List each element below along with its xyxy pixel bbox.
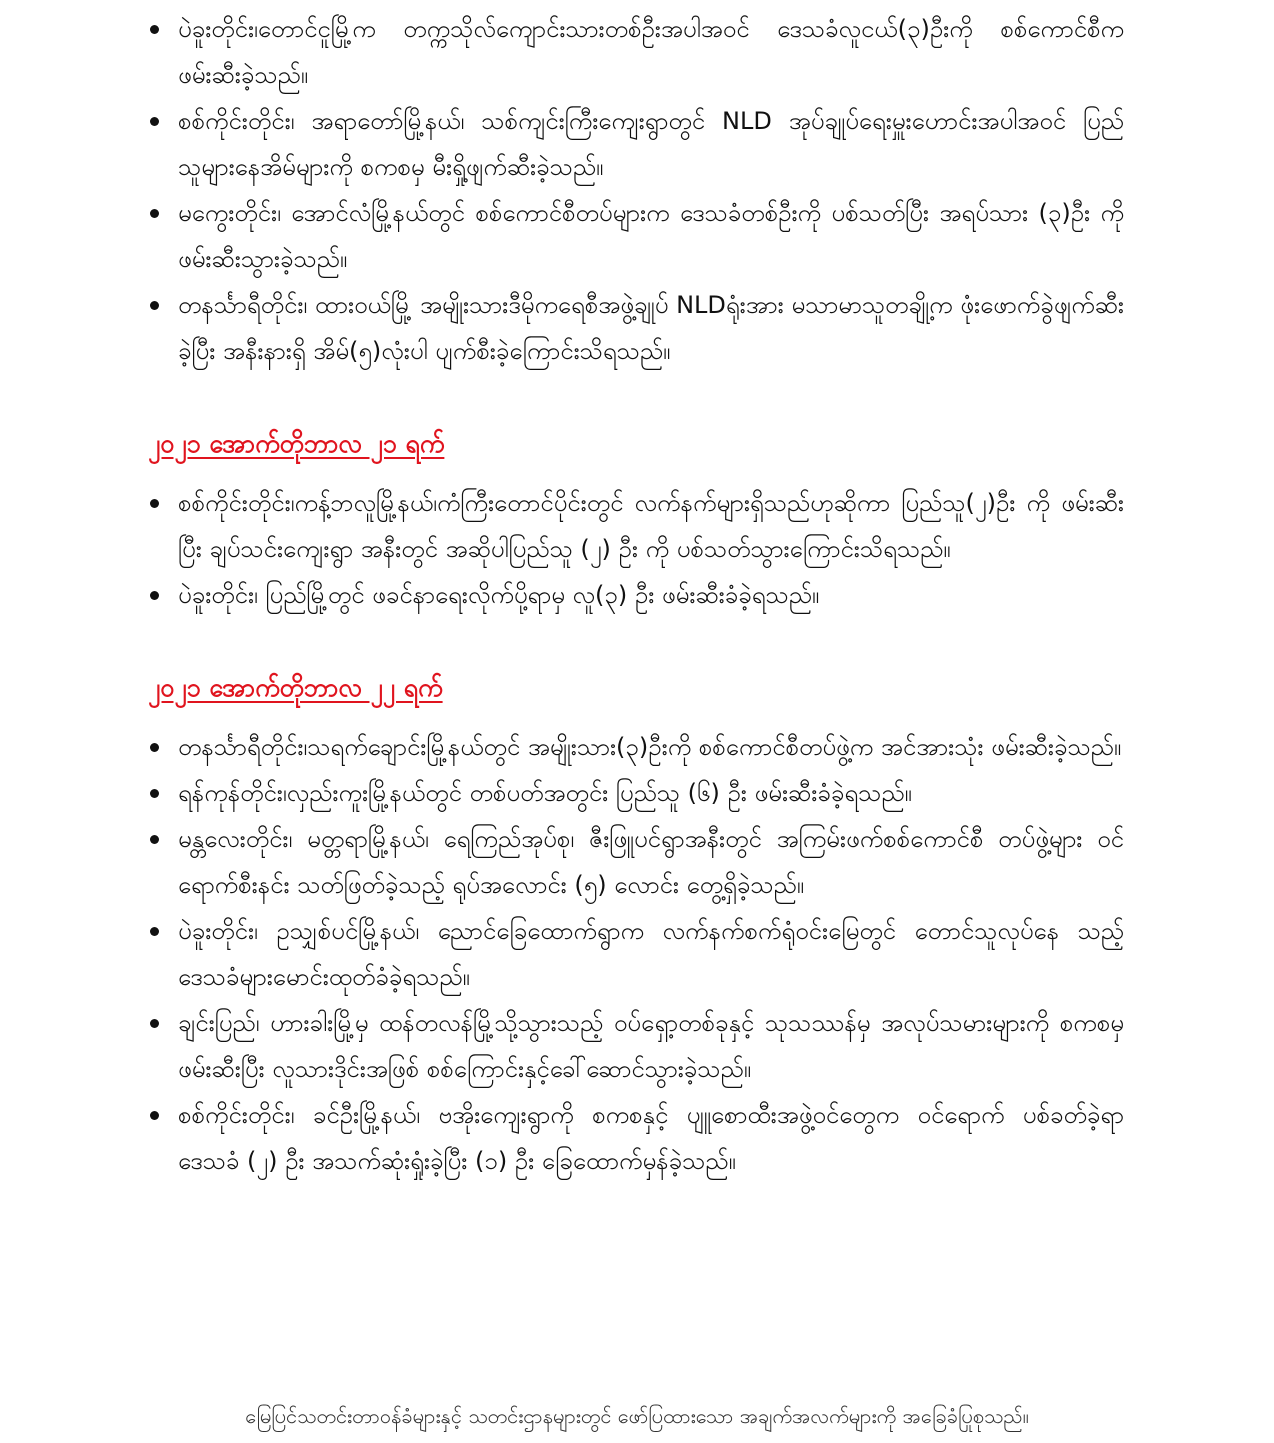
list-item-text: ပဲခူးတိုင်း၊ ပြည်မြို့တွင် ဖခင်နာရေးလိုက်ပို့ရာမှ လူ(၃) ဦး ဖမ်းဆီးခံခဲ့ရသည်။ [178,581,820,609]
bullet-icon [150,927,159,936]
bullet-icon [150,743,159,752]
bullet-icon [150,1111,159,1120]
section-oct-21 [148,426,1124,618]
bullet-icon [150,499,159,508]
list-item [148,282,1124,374]
list-item [148,770,1124,816]
list-item-text: မန္တလေးတိုင်း၊ မတ္တရာမြို့နယ်၊ ရေကြည်အုပ်စု၊ ဇီးဖြူပင်ရွာအနီးတွင် အကြမ်းဖက်စစ်ကောင်စီ တပ်ဖွဲ့များ ဝင်ရောက်စီးနင်း သတ်ဖြတ်ခဲ့သည့် ရုပ်အလောင်း (၅) လောင်း တွေ့ရှိခဲ့သည်။ [178,825,1124,899]
list-item-text: ရန်ကုန်တိုင်း၊လှည်းကူးမြို့နယ်တွင် တစ်ပတ်အတွင်း ပြည်သူ (၆) ဦး ဖမ်းဆီးခံခဲ့ရသည်။ [178,779,912,807]
section-heading-oct-22: ၂၀၂၁ အောက်တိုဘာလ ၂၂ ရက် [148,673,443,702]
list-item [148,480,1124,572]
list-item [148,908,1124,1000]
list-item-text: ပဲခူးတိုင်း၊ ဥသျှစ်ပင်မြို့နယ်၊ ညောင်ခြေထောက်ရွာက လက်နက်စက်ရုံဝင်းမြေတွင် တောင်သူလုပ်နေ သည့် ဒေသခံများမောင်းထုတ်ခံခဲ့ရသည်။ [178,917,1124,991]
bullet-icon [150,209,159,218]
bullet-icon [150,789,159,798]
list-item [148,572,1124,618]
list-item [148,6,1124,98]
list-item-text: တနင်္သာရီတိုင်း၊သရက်ချောင်းမြို့နယ်တွင် အမျိုးသား(၃)ဦးကို စစ်ကောင်စီတပ်ဖွဲ့က အင်အားသုံး ဖမ်းဆီးခဲ့သည်။ [178,733,1122,761]
bullet-icon [150,25,159,34]
bullet-icon [150,117,159,126]
bullet-icon [150,1019,159,1028]
list-item-text: စစ်ကိုင်းတိုင်း၊ အရာတော်မြို့နယ်၊ သစ်ကျင်းကြီးကျေးရွာတွင် NLD အုပ်ချုပ်ရေးမှူးဟောင်းအပါအဝင် ပြည်သူများနေအိမ်များကို စကစမှ မီးရှို့ဖျက်ဆီးခဲ့သည်။ [178,107,1124,181]
list-item-text: ချင်းပြည်၊ ဟားခါးမြို့မှ ထန်တလန်မြို့သို့သွားသည့် ဝပ်ရှော့တစ်ခုနှင့် သုသဿန်မှ အလုပ်သမားများကို စကစမှ ဖမ်းဆီးပြီး လူသားဒိုင်းအဖြစ် စစ်ကြောင်းနှင့်ခေါ်ဆောင်သွားခဲ့သည်။ [178,1009,1124,1083]
list-item [148,98,1124,190]
section-heading-oct-21: ၂၀၂၁ အောက်တိုဘာလ ၂၁ ရက် [148,429,445,458]
report-list-top [148,6,1124,374]
footer-source-note: မြေပြင်သတင်းတာဝန်ခံများနှင့် သတင်းဌာနများတွင် ဖော်ပြထားသော အချက်အလက်များကို အခြေခံပြုစုသည်။ [245,1404,1029,1428]
list-item-text: စစ်ကိုင်းတိုင်း၊ကန့်ဘလူမြို့နယ်၊ကံကြီးတောင်ပိုင်းတွင် လက်နက်များရှိသည်ဟုဆိုကာ ပြည်သူ(၂)ဦး ကို ဖမ်းဆီးပြီး ချပ်သင်းကျေးရွာ အနီးတွင် အဆိုပါပြည်သူ (၂) ဦး ကို ပစ်သတ်သွားကြောင်းသိရသည်။ [178,489,1124,563]
list-item [148,816,1124,908]
bullet-icon [150,301,159,310]
list-item [148,190,1124,282]
list-item-text: တနင်္သာရီတိုင်း၊ ထားဝယ်မြို့ အမျိုးသားဒီမိုကရေစီအဖွဲ့ချုပ် NLDရုံးအား မသာမာသူတချို့က ဖုံးဖောက်ခွဲဖျက်ဆီးခဲ့ပြီး အနီးနားရှိ အိမ်(၅)လုံးပါ ပျက်စီးခဲ့ကြောင်းသိရသည်။ [178,291,1124,365]
list-item [148,1000,1124,1092]
bullet-icon [150,835,159,844]
list-item [148,1092,1124,1184]
list-item [148,724,1124,770]
report-list-oct-22 [148,724,1124,1184]
list-item-text: မကွေးတိုင်း၊ အောင်လံမြို့နယ်တွင် စစ်ကောင်စီတပ်များက ဒေသခံတစ်ဦးကို ပစ်သတ်ပြီး အရပ်သား (၃)ဦး ကို ဖမ်းဆီးသွားခဲ့သည်။ [178,199,1124,273]
bullet-icon [150,591,159,600]
list-item-text: ပဲခူးတိုင်း၊တောင်ငူမြို့က တက္ကသိုလ်ကျောင်းသားတစ်ဦးအပါအဝင် ဒေသခံလူငယ်(၃)ဦးကို စစ်ကောင်စီက ဖမ်းဆီးခဲ့သည်။ [178,15,1124,89]
section-oct-22 [148,670,1124,1184]
section-continued-reports [148,6,1124,374]
report-list-oct-21 [148,480,1124,618]
list-item-text: စစ်ကိုင်းတိုင်း၊ ခင်ဦးမြို့နယ်၊ ဗအိုးကျေးရွာကို စကစနှင့် ပျူစောထီးအဖွဲ့ဝင်တွေက ဝင်ရောက် ပစ်ခတ်ခဲ့ရာ ဒေသခံ (၂) ဦး အသက်ဆုံးရှုံးခဲ့ပြီး (၁) ဦး ခြေထောက်မှန်ခဲ့သည်။ [178,1101,1124,1175]
